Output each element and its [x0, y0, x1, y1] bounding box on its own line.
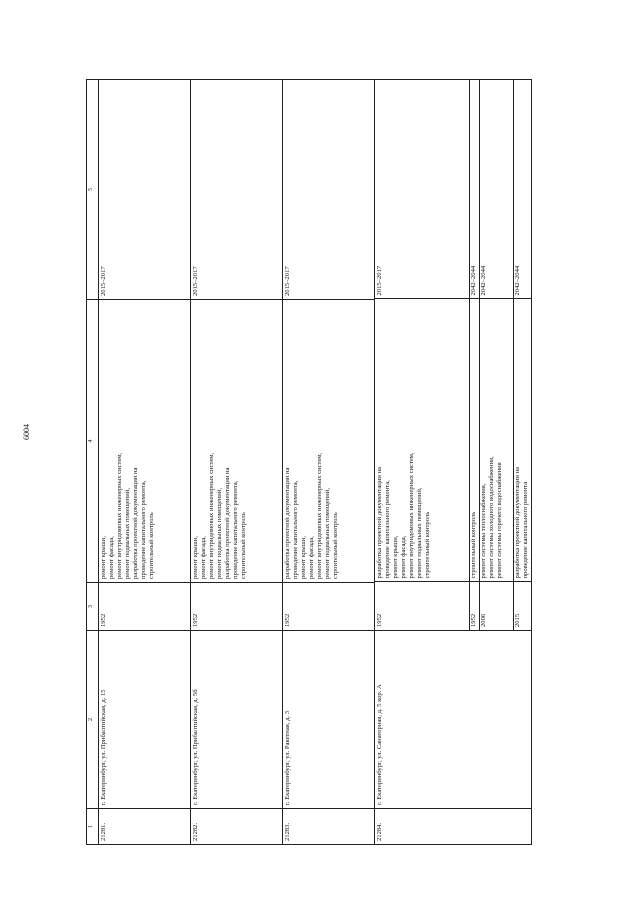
table-row	[283, 80, 375, 845]
work-item: ремонт подвальных помещений,	[416, 487, 424, 579]
work-item: ремонт крыши,	[100, 536, 107, 579]
works-cell	[99, 300, 191, 583]
work-item: строительный контроль	[469, 511, 477, 579]
work-item: проведение капитального ремонта,	[232, 480, 240, 579]
column-header: 5	[87, 80, 99, 300]
address-cell: г. Екатеринбург, ул. Прибалтийская, д. 5б	[191, 631, 283, 809]
address-cell: г. Екатеринбург, ул. Ракетная, д. 3	[283, 631, 375, 809]
column-number-row	[87, 80, 99, 845]
table-row	[99, 80, 191, 845]
repair-register-table	[86, 79, 532, 845]
sub-entry-row	[469, 79, 479, 630]
works-cell	[283, 300, 375, 583]
sub-entry-row	[479, 79, 513, 630]
work-item: проведение капитального ремонта	[521, 481, 529, 579]
row-number: 21282.	[191, 809, 283, 845]
page-number: 6004	[22, 424, 31, 440]
year-cell: 2015	[513, 582, 531, 630]
period-cell: 2015–2017	[376, 265, 383, 296]
sub-entry-row	[513, 79, 531, 630]
work-item: разработка проектной документации на	[513, 467, 521, 579]
work-item: ремонт системы холодного водоснабжения,	[487, 456, 495, 579]
column-header: 3	[87, 583, 99, 631]
work-item: ремонт внутридомовых инженерных систем,	[116, 452, 124, 579]
work-item: ремонт системы теплоснабжения,	[479, 483, 487, 579]
sub-entry-row	[375, 79, 469, 630]
year-cell: 1952	[99, 583, 191, 631]
row-number: 21283.	[283, 809, 375, 845]
works-cell	[375, 299, 469, 582]
work-item: ремонт фасада,	[308, 536, 316, 579]
work-item: разработка проектной документации на	[284, 467, 291, 579]
work-item: строительный контроль	[240, 512, 248, 579]
work-item: ремонт внутридомовых инженерных систем,	[316, 452, 324, 579]
work-item: ремонт крыши,	[192, 536, 199, 579]
work-item: ремонт системы горячего водоснабжения	[495, 462, 503, 579]
period-cell: 2042–2044	[469, 79, 479, 299]
row-number: 21281.	[99, 809, 191, 845]
work-item: проведение капитального ремонта,	[384, 480, 392, 579]
work-item: ремонт крыши,	[392, 535, 400, 579]
work-item: ремонт фасада,	[400, 535, 408, 579]
sub-entries-cell	[375, 80, 532, 631]
column-header: 2	[87, 631, 99, 809]
period-cell: 2015–2017	[283, 80, 375, 300]
work-item: проведение капитального ремонта,	[140, 480, 148, 579]
year-cell: 1952	[469, 582, 479, 630]
table-row	[191, 80, 283, 845]
work-item: ремонт крыши,	[300, 536, 308, 579]
table-row	[375, 80, 532, 845]
work-item: разработка проектной документации на	[132, 467, 140, 579]
year-cell: 1952	[375, 582, 469, 630]
works-cell	[479, 299, 513, 582]
work-item: ремонт подвальных помещений,	[324, 488, 332, 579]
work-item: ремонт фасада,	[108, 536, 116, 579]
work-item: ремонт подвальных помещений,	[216, 488, 224, 579]
row-number: 21284.	[375, 809, 532, 845]
work-item: ремонт внутридомовых инженерных систем,	[208, 452, 216, 579]
work-item: разработка проектной документации на	[376, 467, 383, 579]
work-item: строительный контроль	[148, 512, 156, 579]
period-cell: 2042–2044	[479, 79, 513, 299]
address-cell: г. Екатеринбург, ул. Санаторная, д. 5 кор. А	[375, 631, 532, 809]
year-cell: 1952	[191, 583, 283, 631]
work-item: проведение капитального ремонта,	[292, 480, 300, 579]
work-item: строительный контроль	[424, 511, 432, 579]
work-item: разработка проектной документации на	[224, 467, 232, 579]
work-item: ремонт подвальных помещений,	[124, 488, 132, 579]
column-header: 1	[87, 809, 99, 845]
period-cell: 2042–2044	[513, 79, 531, 299]
column-header: 4	[87, 300, 99, 583]
year-cell: 2006	[479, 582, 513, 630]
period-cell: 2015–2017	[191, 80, 283, 300]
year-cell: 1952	[283, 583, 375, 631]
work-item: строительный контроль	[332, 512, 340, 579]
work-item: ремонт фасада,	[200, 536, 208, 579]
works-cell	[191, 300, 283, 583]
works-cell	[469, 299, 479, 582]
work-item: ремонт внутридомовых инженерных систем,	[408, 452, 416, 579]
address-cell: г. Екатеринбург, ул. Прибалтийская, д. 15	[99, 631, 191, 809]
sub-entries-table	[375, 79, 531, 630]
period-cell: 2015–2017	[99, 80, 191, 300]
works-cell	[513, 299, 531, 582]
rotated-table-container	[86, 80, 532, 845]
